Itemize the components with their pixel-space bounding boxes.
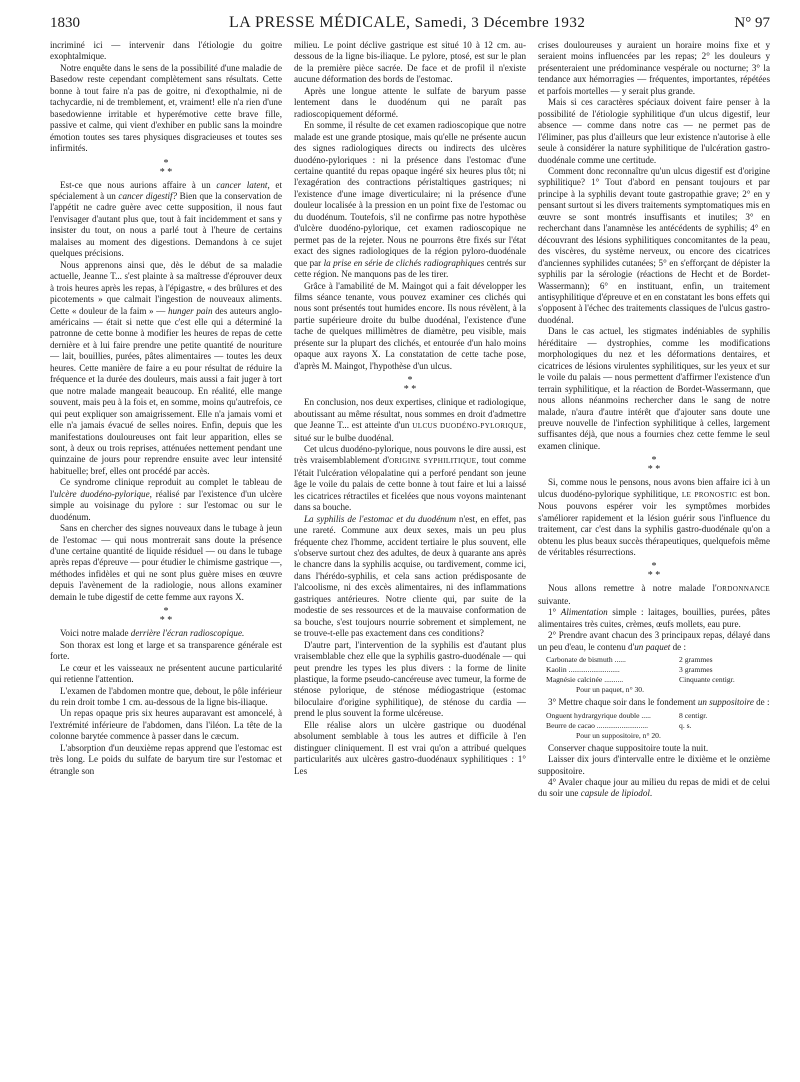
- issue-date: Samedi, 3 Décembre 1932: [414, 15, 586, 31]
- page-header: [50, 14, 770, 36]
- paragraph: 4° Avaler chaque jour au milieu du repas de midi et de celui du soir une capsule de lipiodol.: [538, 777, 770, 799]
- paragraph: Si, comme nous le pensons, nous avons bien affaire ici à un ulcus duodéno-pylorique syphilitique, LE PRONOSTIC est bon. Nous pouvons espérer voir les symptômes morbides s'améliorer rapidement et la lésion guérir sous l'influence du traitement, car c'est dans la syphilis gastro-duodénale qu'on a obtenu les plus beaux succès thérapeutiques, quelquefois même de véritables résurrections.: [538, 477, 770, 558]
- column-1: [50, 40, 282, 1080]
- paragraph: Est-ce que nous aurions affaire à un cancer latent, et spécialement à un cancer digestif? Bien que la conservation de l'appétit ne cadre guère avec cette supposition, il nous faut l'envisager d'autant plus que, tout à fait incidemment et sans y insister du tout, on nous a parlé tout à l'heure de certains malaises au moment des digestions. Demandons à ce sujet quelques précisions.: [50, 179, 282, 259]
- prescription-total: Pour un paquet, n° 30.: [576, 685, 644, 695]
- paragraph: 3° Mettre chaque soir dans le fondement un suppositoire de :: [548, 697, 770, 708]
- paragraph: Après une longue attente le sulfate de baryum passe lentement dans le duodénum qui ne paraît pas radioscopiquement déformé.: [294, 85, 526, 119]
- paragraph: Sans en chercher des signes nouveaux dans le tubage à jeun de l'estomac — qui nous montrerait sans doute la présence d'une certaine quantité de liquide résiduel — ou dans le tubage après repas d'épreuve — pour étudier le chimisme gastrique —, méthodes infidèles et qui ne sont plus guère mises en œuvre depuis l'avènement de la radiologie, nous allons examiner demain le tube digestif de cette femme aux rayons X.: [50, 523, 282, 602]
- prescription-line: Onguent hydrargyrique double ..... 8 centigr.: [546, 710, 708, 720]
- paragraph: D'autre part, l'intervention de la syphilis est d'autant plus vraisemblable chez elle que la syphilis gastro-duodénale — qui peut prendre les types les plus divers : la forme de linite plastique, la forme pseudo-cancéreuse avec tumeur, la forme de sténose pylorique, de sténose médiogastrique (estomac biloculaire d'origine syphilitique), de sténose du cardia — prend le plus souvent la forme ulcéreuse.: [294, 639, 526, 719]
- prescription-line: Beurre de cacao ........................... q. s.: [546, 720, 692, 730]
- paragraph: Nous apprenons ainsi que, dès le début de sa maladie actuelle, Jeanne T... s'est plainte à sa maîtresse d'éprouver deux à trois heures après les repas, à l'épigastre, « des brûlures et des picotements » que calmait l'ingestion de nouveaux aliments. Cette « douleur de la faim » — hunger pain des auteurs anglo-américains — était si nette que c'est elle qui a déterminé la patronne de cette bonne à modifier les heures de repas de cette dernière et à lui faire prendre une petite quantité de nouriture — lait, bouillies, purées, pâtes alimentaires — toutes les deux heures. Cette manière de faire a eu pour résultat de réduire la fréquence et la durée des douleurs, mais aussi a fait juger à tort que notre malade mangeait beaucoup. En réalité, elle mange souvent, mais peu à la fois et, en somme, moins qu'autrefois, ce qui peut expliquer son amaigrissement. Elle n'a jamais vomi et elle n'a jamais évacué de selles noires. Enfin, depuis que les manifestations douloureuses ont fait leur apparition, elles se sont, à deux ou trois reprises, atténuées nettement pendant une quinzaine de jours pour reprendre ensuite avec leur intensité habituelle; bref, elles ont procédé par accès.: [50, 259, 282, 476]
- journal-title: LA PRESSE MÉDICALE,: [229, 14, 411, 31]
- issue-number: N° 97: [734, 15, 770, 31]
- paragraph: Cet ulcus duodéno-pylorique, nous pouvons le dire aussi, est très vraisemblablement d'ORIGINE SYPHILITIQUE, tout comme l'était l'ulcération vélopalatine qui a perforé pendant son jeune âge le voile du palais de cette bonne à tout faire et lui a laissé les cicatrices rétractiles et ficelées que nous voyons maintenant dans sa bouche.: [294, 443, 526, 513]
- paragraph: 2° Prendre avant chacun des 3 principaux repas, délayé dans un peu d'eau, le contenu d'un paquet de :: [538, 630, 770, 652]
- paragraph: Dans le cas actuel, les stigmates indéniables de syphilis héréditaire — dystrophies, comme les modifications morphologiques du nez et les déformations dentaires, et cicatrices de lésions virulentes syphilitiques, sur les yeux et sur le voile du palais — nous permettent d'affirmer l'existence d'un terrain syphilitique, et la réaction de Bordet-Wassermann, que nous allons néanmoins rechercher dans le sang de notre malade, n'aura d'autre intérêt que d'ajouter sans doute une preuve nouvelle de l'infection syphilitique à celles, largement suffisantes déjà, que nous a fournies chez cette femme le seul examen clinique.: [538, 326, 770, 451]
- section-separator: * * *: [647, 561, 661, 582]
- paragraph: Mais si ces caractères spéciaux doivent faire penser à la possibilité de l'étiologie syphilitique d'un ulcus digestif, leur absence — comme dans notre cas — ne permet pas de l'éliminer, pas plus d'ailleurs que leur existence n'autorise à elle seule à considérer la nature syphilitique de l'ulcération gastro-duodénale comme une certitude.: [538, 97, 770, 165]
- prescription-suppositoire: [546, 711, 770, 741]
- prescription-line: Carbonate de bismuth ...... 2 grammes: [546, 655, 713, 665]
- paragraph: L'absorption d'un deuxième repas apprend que l'estomac est très long. Le poids du sulfate de baryum tire sur l'estomac et étrangle son: [50, 742, 282, 776]
- paragraph: Le cœur et les vaisseaux ne présentent aucune particularité qui retienne l'attention.: [50, 662, 282, 685]
- text-columns: [50, 40, 770, 1080]
- paragraph: Son thorax est long et large et sa transparence générale est forte.: [50, 639, 282, 662]
- paragraph: En conclusion, nos deux expertises, clinique et radiologique, aboutissant au même résultat, nous sommes en droit d'admettre que Jeanne T... est atteinte d'un ULCUS DUODÉNO-PYLORIQUE, situé sur le bulbe duodénal.: [294, 397, 526, 443]
- section-separator: * * *: [159, 606, 173, 627]
- paragraph: En somme, il résulte de cet examen radioscopique que notre malade est une grande ptosique, mais qu'elle ne présente aucun des signes radiologiques directs ou indirects des ulcères duodéno-pyloriques : ni la présence dans l'estomac d'une certaine quantité du repas opaque ingéré six heures plus tôt; ni l'exagération des contractions péristaltiques gastriques; ni l'existence d'une image diverticulaire; ni la présence d'une douleur localisée à la pression en un point fixe de l'estomac ou du duodénum. Toutefois, s'il ne confirme pas notre hypothèse d'ulcère duodéno-pylorique, cet examen radioscopique ne permet pas de la rejeter. Nous ne pourrons être fixés sur l'état exact des signes radiologiques de la région pyloro-duodénale que par la prise en série de clichés radiographiques centrés sur cette région. Ne manquons pas de les tirer.: [294, 120, 526, 280]
- section-separator: * * *: [403, 375, 417, 396]
- prescription-paquet: [546, 655, 770, 695]
- paragraph: Laisser dix jours d'intervalle entre le dixième et le onzième suppositoire.: [538, 754, 770, 776]
- section-separator: * * *: [159, 157, 173, 178]
- column-2: [294, 40, 526, 1080]
- paragraph: L'examen de l'abdomen montre que, debout, le pôle inférieur du rein droit tombe 1 cm. au-dessous de la ligne bis-iliaque.: [50, 685, 282, 708]
- paragraph: crises douloureuses y auraient un horaire moins fixe et y seraient moins influencées par les repas; 2° les douleurs y présenteraient une prédominance vespérale ou nocturne; 3° la tendance aux hémorragies — fréquentes, importantes, répétées et parfois mortelles — y serait plus grande.: [538, 40, 770, 96]
- paragraph: incriminé ici — intervenir dans l'étiologie du goitre exophtalmique.: [50, 40, 282, 62]
- page-number: 1830: [50, 15, 80, 31]
- paragraph: La syphilis de l'estomac et du duodénum n'est, en effet, pas une rareté. Commune aux deux sexes, mais un peu plus fréquente chez l'homme, accident tertiaire le plus souvent, elle s'observe surtout chez des adultes, de deux à quarante ans après le chancre dans la syphilis acquise, ou tardivement, comme ici, dans l'hérédo-syphilis, et cela sans action prédisposante de l'alcoolisme, ni des excès alimentaires, ni des inflammations gastriques antérieures. Notre cliente qui, par suite de la modestie de ses ressources et de la mauvaise conformation de sa bouche, s'est toujours nourrie sobrement et simplement, ne se trouve-t-elle pas exactement dans ces conditions?: [294, 513, 526, 639]
- paragraph: Comment donc reconnaître qu'un ulcus digestif est d'origine syphilitique? 1° Tout d'abord en pensant toujours et par principe à la syphilis devant toute gastropathie grave; 2° en y pensant surtout si les divers traitements symptomatiques mis en œuvre se sont montrés insuffisants et inutiles; 3° en recherchant dans l'anamnèse les antécédents de syphilis; 4° en découvrant des lésions syphilitiques concomitantes de la peau, des viscères, du système nerveux, ou encore des cicatrices d'anciennes syphilides cutanées; 5° en s'efforçant de dépister la syphilis par la sérologie (réactions de Hecht et de Bordet-Wassermann); 6° en instituant, enfin, un traitement antisyphilitique d'épreuve et en en constatant les bons effets qui s'opposent à l'échec des traitements classiques de l'ulcus gastro-duodénal.: [538, 165, 770, 325]
- paragraph: Notre enquête dans le sens de la possibilité d'une maladie de Basedow reste cependant complètement sans résultats. Cette bonne à tout faire n'a pas de goitre, ni d'exopthalmie, ni de tachycardie, ni de tremblement, et, vraiment! elle n'a rien d'une basedowienne irritable et hyperémotive cette brave fille, passive et calme, qui vient d'exhiber en public sans la moindre émotion toutes ses tares physiques disgracieuses et toutes ses infirmités.: [50, 62, 282, 154]
- paragraph: 1° Alimentation simple : laitages, bouillies, purées, pâtes alimentaires très cuites, crèmes, œufs mollets, eau pure.: [538, 607, 770, 629]
- prescription-line: Magnésie calcinée .......... Cinquante centigr.: [546, 675, 735, 685]
- paragraph: Conserver chaque suppositoire toute la nuit.: [548, 742, 709, 753]
- prescription-line: Kaolin ........................... 3 grammes: [546, 665, 713, 675]
- paragraph: Grâce à l'amabilité de M. Maingot qui a fait développer les films séance tenante, vous pouvez examiner ces clichés qui nous sont présentés tout humides encore. Ils nous révèlent, à la partie supérieure droite du bulbe duodénal, l'existence d'une tache de quelques millimètres de diamètre, peu visible, mais présente sur la plupart des clichés, et entourée d'un halo moins opaque aux rayons X. La constatation de cette tache pose, d'après M. Maingot, l'hypothèse d'un ulcus.: [294, 280, 526, 371]
- prescription-total: Pour un suppositoire, n° 20.: [576, 730, 661, 740]
- paragraph: Voici notre malade derrière l'écran radioscopique.: [60, 628, 245, 639]
- paragraph: Un repas opaque pris six heures auparavant est amoncelé, à l'extrémité inférieure de l'abdomen, dans l'iléon. La tête de la colonne barytée commence à passer dans le cæcum.: [50, 708, 282, 742]
- paragraph: Elle réalise alors un ulcère gastrique ou duodénal absolument semblable à tous les autres et difficile à l'en distinguer cliniquement. Il est vrai qu'on a attribué quelques particularités aux ulcères gastro-duodénaux syphilitiques : 1° Les: [294, 719, 526, 776]
- paragraph: Nous allons remettre à notre malade l'ORDONNANCE suivante.: [538, 583, 770, 606]
- paragraph: Ce syndrome clinique reproduit au complet le tableau de l'ulcère duodéno-pylorique, réalisé par l'existence d'un ulcère simple au voisinage du pylore : sur l'estomac ou sur le duodénum.: [50, 477, 282, 522]
- section-separator: * * *: [647, 455, 661, 476]
- header-title: [229, 14, 585, 32]
- paragraph: milieu. Le point déclive gastrique est situé 10 à 12 cm. au-dessous de la ligne bis-iliaque. Le pylore, ptosé, est sur le plan de la première pièce sacrée. De face et de profil il n'existe aucune déformation des bords de l'estomac.: [294, 40, 526, 85]
- column-3: [538, 40, 770, 1080]
